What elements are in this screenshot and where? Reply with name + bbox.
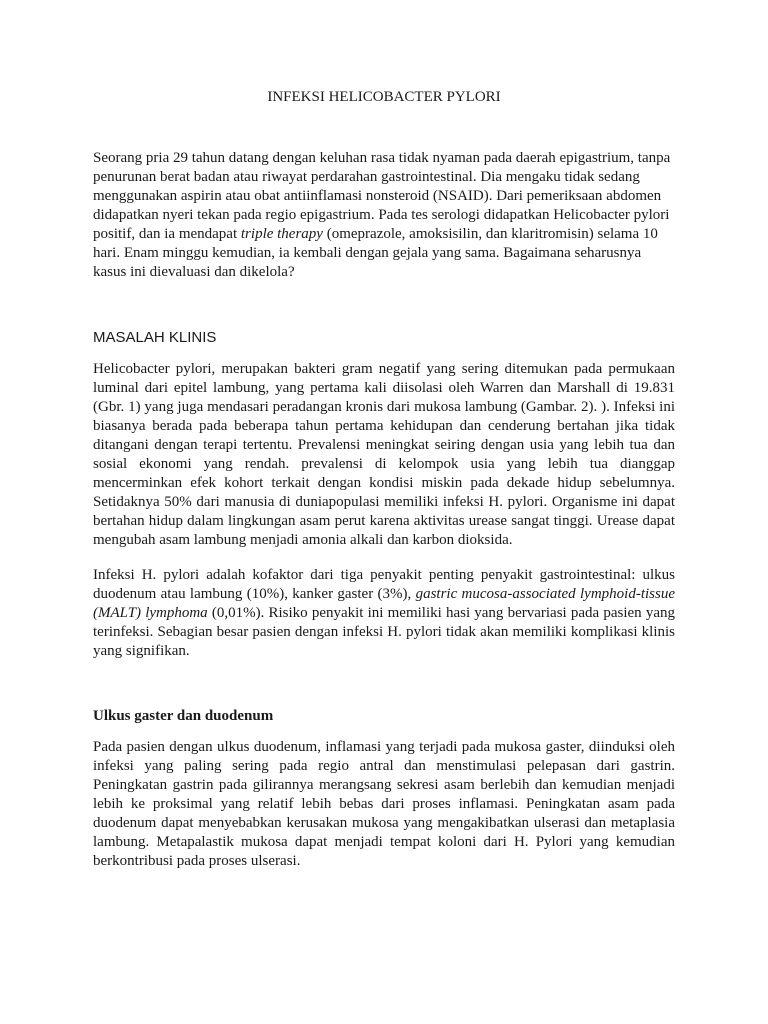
section1-p2-italic: gastric mucosa-associated lymphoid-tissue (MALT) lymphoma — [93, 586, 675, 621]
case-paragraph — [93, 149, 675, 282]
document-title: INFEKSI HELICOBACTER PYLORI — [267, 89, 501, 105]
section1-paragraph-2 — [93, 566, 675, 661]
section-heading-ulkus: Ulkus gaster dan duodenum — [93, 708, 274, 724]
section1-paragraph-1: Helicobacter pylori, merupakan bakteri gram negatif yang sering ditemukan pada permukaan luminal dari epitel lambung, yang pertama kali diisolasi oleh Warren dan Marshall di 19.831 (Gbr. 1) yang juga mendasari peradangan kronis dari mukosa lambung (Gambar. 2). ). Infeksi ini biasanya berada pada beberapa tahun pertama kehidupan dan cenderung bertahan jika tidak ditangani dengan terapi tertentu. Prevalensi meningkat seiring dengan usia yang lebih tua dan sosial ekonomi yang rendah. prevalensi di kelompok usia yang lebih tua dianggap mencerminkan efek kohort terkait dengan kondisi miskin pada dekade hidup sebelumnya. Setidaknya 50% dari manusia di duniapopulasi memiliki infeksi H. pylori. Organisme ini dapat bertahan hidup dalam lingkungan asam perut karena aktivitas urease sangat tinggi. Urease dapat mengubah asam lambung menjadi amonia alkali dan karbon dioksida. — [93, 361, 675, 548]
section1-p2-part1: Infeksi H. pylori adalah kofaktor dari tiga penyakit penting penyakit gastrointestinal: ulkus duodenum atau lambung (10%), kanker gaster (3%), — [93, 567, 675, 602]
case-text-part1: Seorang pria 29 tahun datang dengan keluhan rasa tidak nyaman pada daerah epigastrium, tanpa penurunan berat badan atau riwayat perdarahan gastrointestinal. Dia mengaku tidak sedang menggunakan aspirin atau obat antiinflamasi nonsteroid (NSAID). Dari pemeriksaan abdomen didapatkan nyeri tekan pada regio epigastrium. Pada tes serologi didapatkan Helicobacter pylori positif, dan ia mendapat — [93, 150, 671, 242]
section1-p2-part2: (0,01%). Risiko penyakit ini memiliki hasi yang bervariasi pada pasien yang terinfeksi. Sebagian besar pasien dengan infeksi H. pylori tidak akan memiliki komplikasi klinis yang signifikan. — [93, 605, 675, 659]
section2-paragraph-1: Pada pasien dengan ulkus duodenum, inflamasi yang terjadi pada mukosa gaster, diinduksi oleh infeksi yang paling sering pada regio antral dan menstimulasi pelepasan dari gastrin. Peningkatan gastrin pada gilirannya merangsang sekresi asam berlebih dan kemudian menjadi lebih ke proksimal yang relatif lebih bebas dari proses inflamasi. Peningkatan asam pada duodenum dapat menyebabkan kerusakan mukosa yang mengakibatkan ulserasi dan metaplasia lambung. Metapalastik mukosa dapat menjadi tempat koloni dari H. Pylori yang kemudian berkontribusi pada proses ulserasi. — [93, 739, 675, 869]
case-text-italic: triple therapy — [240, 226, 323, 242]
case-text-part2: (omeprazole, amoksisilin, dan klaritromisin) selama 10 hari. Enam minggu kemudian, ia kembali dengan gejala yang sama. Bagaimana seharusnya kasus ini dievaluasi dan dikelola? — [93, 226, 658, 280]
section-heading-masalah-klinis: MASALAH KLINIS — [93, 329, 217, 346]
